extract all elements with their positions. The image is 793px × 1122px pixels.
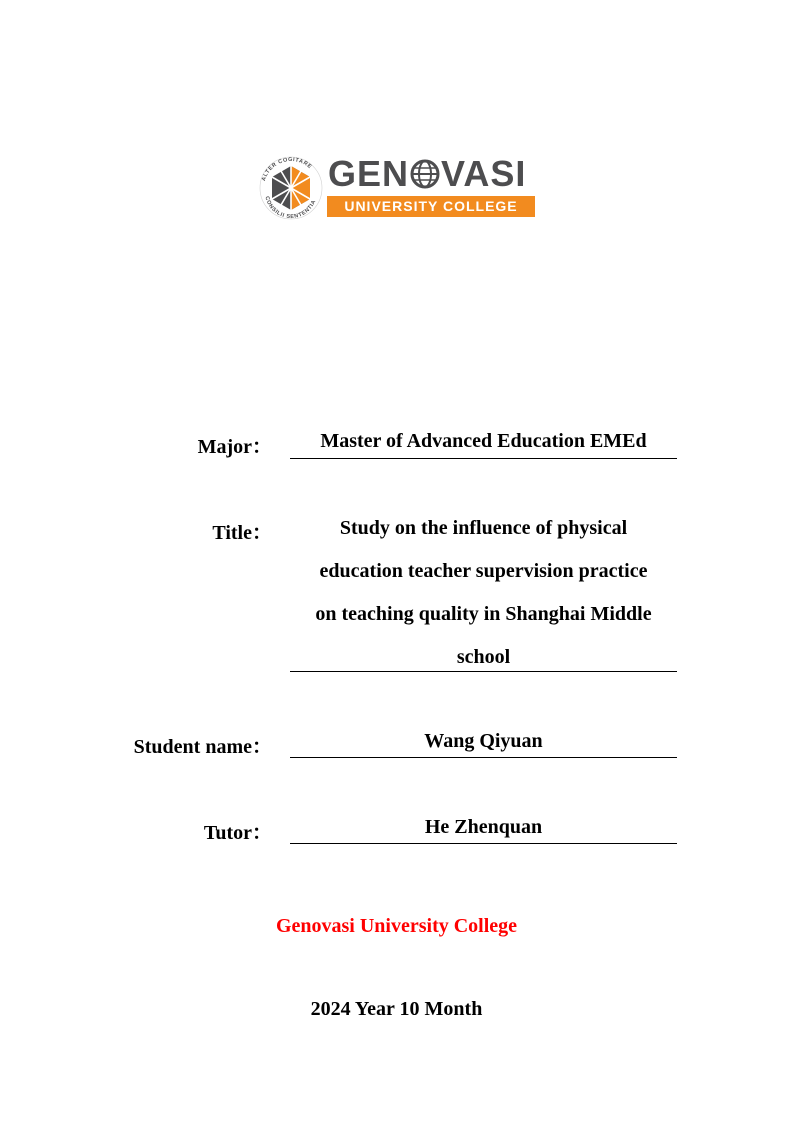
svg-text:ALTER COGITARE: ALTER COGITARE — [260, 156, 313, 182]
globe-icon — [410, 159, 440, 189]
major-value: Master of Advanced Education EMEd — [290, 430, 677, 459]
title-label: Title： — [212, 522, 272, 544]
title-line: Study on the influence of physical — [339, 517, 628, 539]
title-line: education teacher supervision practice — [319, 560, 648, 582]
submission-date: 2024 Year 10 Month — [310, 998, 483, 1020]
university-logo — [255, 152, 545, 232]
tutor-value: He Zhenquan — [290, 816, 677, 844]
seal-icon — [255, 152, 327, 224]
tutor-label: Tutor： — [203, 822, 272, 844]
title-line: school — [456, 646, 511, 668]
major-label: Major： — [197, 436, 272, 458]
logo-tagline: UNIVERSITY COLLEGE — [327, 196, 535, 217]
institution-name: Genovasi University College — [275, 915, 518, 937]
title-value — [290, 516, 677, 672]
svg-text:CONSILII SENTENTIA: CONSILII SENTENTIA — [263, 195, 318, 221]
student-name-label: Student name： — [133, 736, 272, 758]
title-line: on teaching quality in Shanghai Middle — [315, 603, 652, 625]
logo-wordmark: GEN VASI — [328, 153, 527, 194]
student-name-value: Wang Qiyuan — [290, 730, 677, 758]
